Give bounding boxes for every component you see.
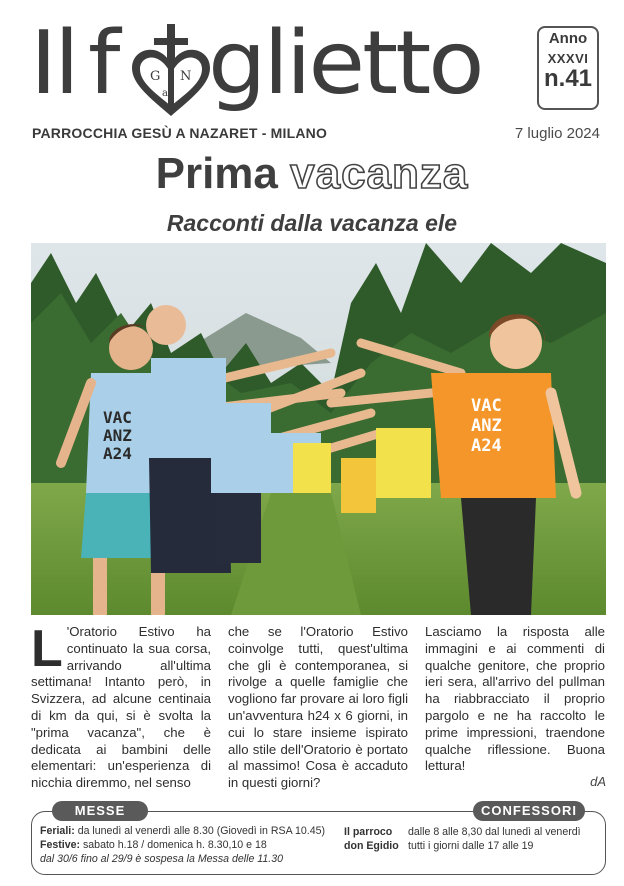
festive-text: sabato h.18 / domenica h. 8.30,10 e 18 <box>80 839 267 851</box>
feriali-text: da lunedì al venerdì alle 8.30 (Giovedì in RSA 10.45) <box>74 825 326 837</box>
subheadline: Racconti dalla vacanza ele <box>166 210 458 236</box>
headline <box>0 149 624 198</box>
shirt-text-right-1: VAC <box>471 396 502 416</box>
headline-part2: vacanza <box>290 149 469 198</box>
cover-photo <box>31 243 606 615</box>
masthead-title-rest: glietto <box>208 12 482 115</box>
headline-part1: Prima <box>155 149 278 198</box>
article-column-1 <box>31 620 211 792</box>
mass-schedule <box>40 824 340 866</box>
confession-schedule <box>408 825 604 853</box>
shirt-text-left-3: A24 <box>103 444 132 463</box>
children-arch-photo <box>31 243 606 615</box>
cross-heart-emblem-icon <box>130 24 212 120</box>
pastor-line-1: Il parroco <box>344 826 393 838</box>
mass-holiday-line <box>40 838 340 852</box>
article <box>31 620 606 794</box>
masthead <box>30 12 510 118</box>
confessori-label: CONFESSORI <box>473 801 585 821</box>
shirt-text-left-1: VAC <box>103 408 132 427</box>
masthead-title-f: f <box>88 12 118 115</box>
article-column-3: Lasciamo la risposta alle immagini e ai commenti di qualche genitore, che proprio ieri sera, all'arrivo del pullman ha riabbracciato il proprio pargolo e ne ha raccolto le prime impressioni, traendone qualche riflessione. Buona lettura! <box>425 624 605 774</box>
shirt-text-left-2: ANZ <box>103 426 132 445</box>
emblem-letter-a: a <box>162 88 168 99</box>
confession-line-1: dalle 8 alle 8,30 dal lunedì al venerdì <box>408 826 581 838</box>
festive-label: Festive: <box>40 839 81 851</box>
masthead-title-il: Il <box>30 12 77 115</box>
issue-volume: XXXVI <box>547 51 589 66</box>
shirt-text-right-3: A24 <box>471 436 502 456</box>
article-signature: dA <box>590 774 606 789</box>
shirt-text-right-2: ANZ <box>471 416 502 436</box>
emblem-letter-n: N <box>180 69 192 84</box>
issue-number: n.41 <box>543 65 593 92</box>
messe-label: MESSE <box>52 801 148 821</box>
feriali-label: Feriali: <box>40 825 75 837</box>
summer-note: dal 30/6 fino al 29/9 è sospesa la Messa delle 11.30 <box>40 853 284 865</box>
drop-cap: L <box>31 620 63 678</box>
parish-name: PARROCCHIA GESÙ A NAZARET - MILANO <box>32 125 328 141</box>
confession-line-2: tutti i giorni dalle 17 alle 19 <box>408 840 534 852</box>
issue-date: 7 luglio 2024 <box>514 125 600 142</box>
article-column-2: che se l'Oratorio Estivo coinvolge tutti, quest'ultima che gli è contemporanea, si rivolge a quelle famiglie che vogliono far provare ai loro figli un'avventura h24 x 6 giorni, in cui lo stare insieme ispirato allo stile dell'Oratorio è portato al massimo! Cosa è accaduto in questi giorni? <box>228 624 408 791</box>
issue-anno-label: Anno <box>548 30 588 47</box>
article-column-1-text: 'Oratorio Estivo ha continuato la sua corsa, arrivando all'ultima settimana! Intanto però, in Svizzera, ad alcune centinaia di km da qui, si è svolta la "prima vacanza", che è dedicata ai bambini delle elementari: un'esperienza di nicchia diremmo, nel senso <box>31 624 211 791</box>
mass-weekday-line <box>40 824 340 838</box>
pastor-line-2: don Egidio <box>344 840 399 852</box>
emblem-letter-g: G <box>150 69 161 84</box>
pastor-name <box>344 825 404 853</box>
schedule-box <box>31 803 606 875</box>
issue-badge <box>537 26 599 110</box>
